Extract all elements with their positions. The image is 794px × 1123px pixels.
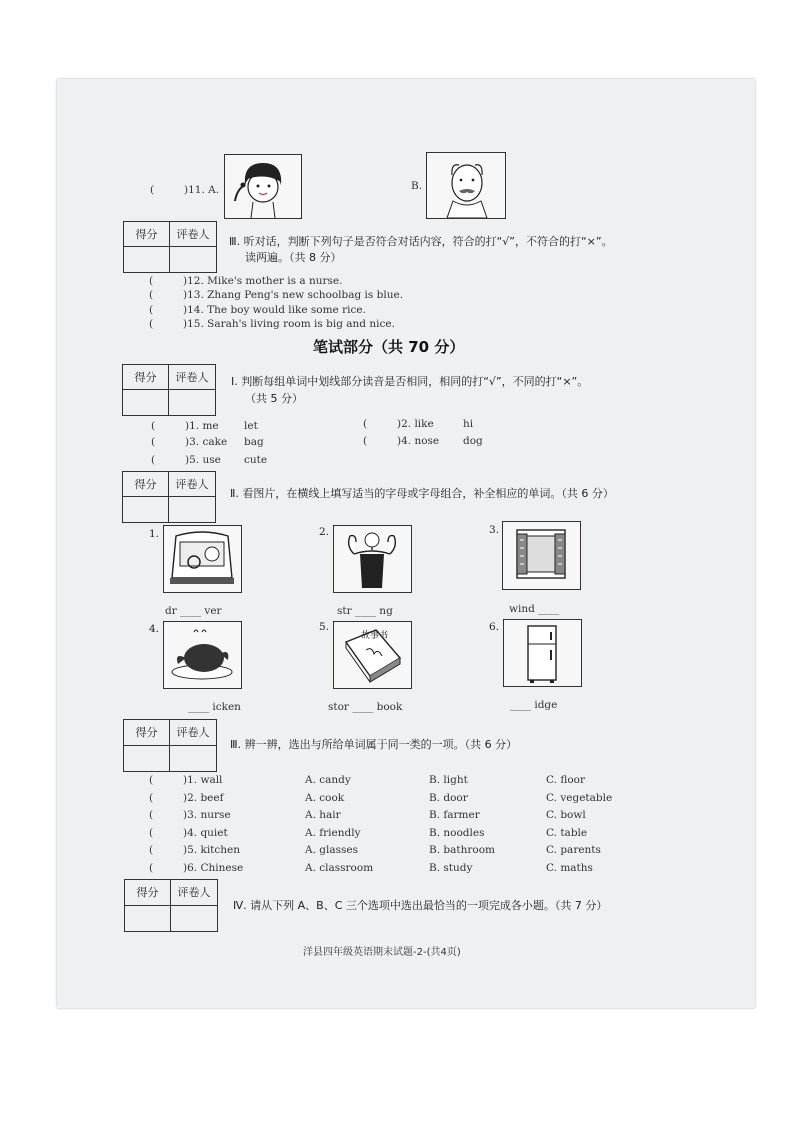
row-option-b: B. noodles	[429, 827, 485, 839]
p1-q5-label: )5. use	[185, 454, 221, 466]
grader-cell[interactable]	[171, 906, 217, 932]
score-label: 得分	[124, 222, 170, 247]
row-option-b: B. bathroom	[429, 844, 495, 856]
row-option-c: C. parents	[546, 844, 601, 856]
p1-q5-word: cute	[244, 454, 268, 466]
grader-label: 评卷人	[170, 222, 216, 247]
score-label: 得分	[123, 472, 169, 497]
p1-q1-label: )1. me	[185, 420, 219, 432]
p2-word-6: ____ idge	[510, 699, 558, 711]
p1-q1-paren: (	[151, 420, 156, 432]
score-box-written-1	[122, 364, 216, 416]
p2-word-2: str ____ ng	[337, 605, 393, 617]
p1-q5-paren: (	[151, 454, 156, 466]
strong-man-picture	[333, 525, 412, 593]
row-question: )5. kitchen	[183, 844, 241, 856]
q13-text: )13. Zhang Peng's new schoolbag is blue.	[183, 289, 404, 301]
score-cell[interactable]	[124, 247, 170, 272]
row-option-b: B. light	[429, 774, 468, 786]
p1-q3-label: )3. cake	[185, 436, 228, 448]
score-cell[interactable]	[123, 497, 169, 522]
p1-q3-paren: (	[151, 436, 156, 448]
q12-paren: (	[149, 275, 154, 287]
q14-paren: (	[149, 304, 154, 316]
p2-num-2: 2.	[319, 526, 330, 538]
row-option-c: C. vegetable	[546, 792, 613, 804]
q12-text: )12. Mike's mother is a nurse.	[183, 275, 343, 287]
grader-label: 评卷人	[169, 472, 215, 497]
row-option-c: C. maths	[546, 862, 593, 874]
listening-3-title-2: 读两遍。（共 8 分）	[245, 251, 342, 264]
row-question: )2. beef	[183, 792, 224, 804]
row-question: )3. nurse	[183, 809, 231, 821]
page-footer: 洋县四年级英语期末试题-2-(共4页)	[303, 947, 461, 958]
score-label: 得分	[125, 880, 171, 906]
q15-text: )15. Sarah's living room is big and nice.	[183, 318, 395, 330]
row-question: )4. quiet	[183, 827, 228, 839]
written-part-title: 笔试部分（共 70 分）	[313, 338, 465, 356]
p1-q1-word: let	[244, 420, 258, 432]
p1-q4-label: )4. nose	[397, 435, 440, 447]
row-option-a: A. classroom	[305, 862, 374, 874]
girl-picture	[224, 154, 302, 219]
q11-paren: (	[150, 184, 155, 196]
row-option-a: A. friendly	[305, 827, 361, 839]
part3-title: Ⅲ. 辨一辨，选出与所给单词属于同一类的一项。（共 6 分）	[230, 738, 518, 751]
score-label: 得分	[123, 365, 169, 390]
p1-q2-word: hi	[463, 418, 474, 430]
p2-num-1: 1.	[149, 528, 160, 540]
row-paren: (	[149, 844, 154, 856]
row-option-a: A. candy	[305, 774, 351, 786]
row-paren: (	[149, 774, 154, 786]
p1-q4-paren: (	[363, 435, 368, 447]
p2-word-3: wind ____	[509, 603, 560, 615]
part1-title-2: （共 5 分）	[245, 392, 303, 405]
grader-cell[interactable]	[169, 497, 215, 522]
row-paren: (	[149, 862, 154, 874]
p2-num-3: 3.	[489, 524, 500, 536]
row-paren: (	[149, 827, 154, 839]
score-box-listening-3	[123, 221, 217, 273]
score-box-written-4	[124, 879, 218, 932]
p1-q2-paren: (	[363, 418, 368, 430]
chicken-picture	[163, 621, 242, 689]
grader-label: 评卷人	[169, 365, 215, 390]
p1-q4-word: dog	[463, 435, 483, 447]
grader-cell[interactable]	[169, 390, 215, 415]
q15-paren: (	[149, 318, 154, 330]
score-cell[interactable]	[125, 906, 171, 932]
fridge-picture	[503, 619, 582, 687]
score-label: 得分	[124, 720, 170, 746]
driver-picture	[163, 525, 242, 593]
score-cell[interactable]	[123, 390, 169, 415]
row-paren: (	[149, 792, 154, 804]
part2-title: Ⅱ. 看图片，在横线上填写适当的字母或字母组合，补全相应的单词。（共 6 分）	[230, 487, 614, 500]
q14-text: )14. The boy would like some rice.	[183, 304, 366, 316]
p2-word-1: dr ____ ver	[165, 605, 222, 617]
p2-num-5: 5.	[319, 621, 330, 633]
part4-title: Ⅳ. 请从下列 A、B、C 三个选项中选出最恰当的一项完成各小题。（共 7 分）	[233, 899, 608, 912]
row-question: )6. Chinese	[183, 862, 244, 874]
q11-label: )11. A.	[184, 184, 220, 196]
row-question: )1. wall	[183, 774, 223, 786]
row-option-c: C. table	[546, 827, 588, 839]
row-option-a: A. cook	[305, 792, 345, 804]
q13-paren: (	[149, 289, 154, 301]
p1-q3-word: bag	[244, 436, 264, 448]
p2-word-5: stor ____ book	[328, 701, 403, 713]
row-paren: (	[149, 809, 154, 821]
storybook-picture	[333, 621, 412, 689]
grader-label: 评卷人	[171, 880, 217, 906]
part1-title: Ⅰ. 判断每组单词中划线部分读音是否相同，相同的打“√”，不同的打“×”。	[231, 375, 589, 388]
score-box-written-3	[123, 719, 217, 772]
grader-cell[interactable]	[170, 746, 216, 772]
row-option-c: C. floor	[546, 774, 586, 786]
grandpa-picture	[426, 152, 506, 219]
row-option-c: C. bowl	[546, 809, 586, 821]
score-box-written-2	[122, 471, 216, 523]
window-picture	[502, 521, 581, 590]
storybook-label: 故事书	[361, 631, 389, 641]
row-option-a: A. hair	[305, 809, 341, 821]
p2-num-6: 6.	[489, 621, 500, 633]
score-cell[interactable]	[124, 746, 170, 772]
row-option-a: A. glasses	[305, 844, 358, 856]
p2-num-4: 4.	[149, 623, 160, 635]
row-option-b: B. study	[429, 862, 473, 874]
p1-q2-label: )2. like	[397, 418, 434, 430]
grader-cell[interactable]	[170, 247, 216, 272]
p2-word-4: ____ icken	[188, 701, 241, 713]
row-option-b: B. farmer	[429, 809, 480, 821]
listening-3-title: Ⅲ. 听对话，判断下列句子是否符合对话内容，符合的打“√”，不符合的打“×”。	[229, 235, 613, 248]
exam-page	[57, 79, 755, 1008]
q11-option-b: B.	[411, 180, 423, 192]
grader-label: 评卷人	[170, 720, 216, 746]
row-option-b: B. door	[429, 792, 468, 804]
